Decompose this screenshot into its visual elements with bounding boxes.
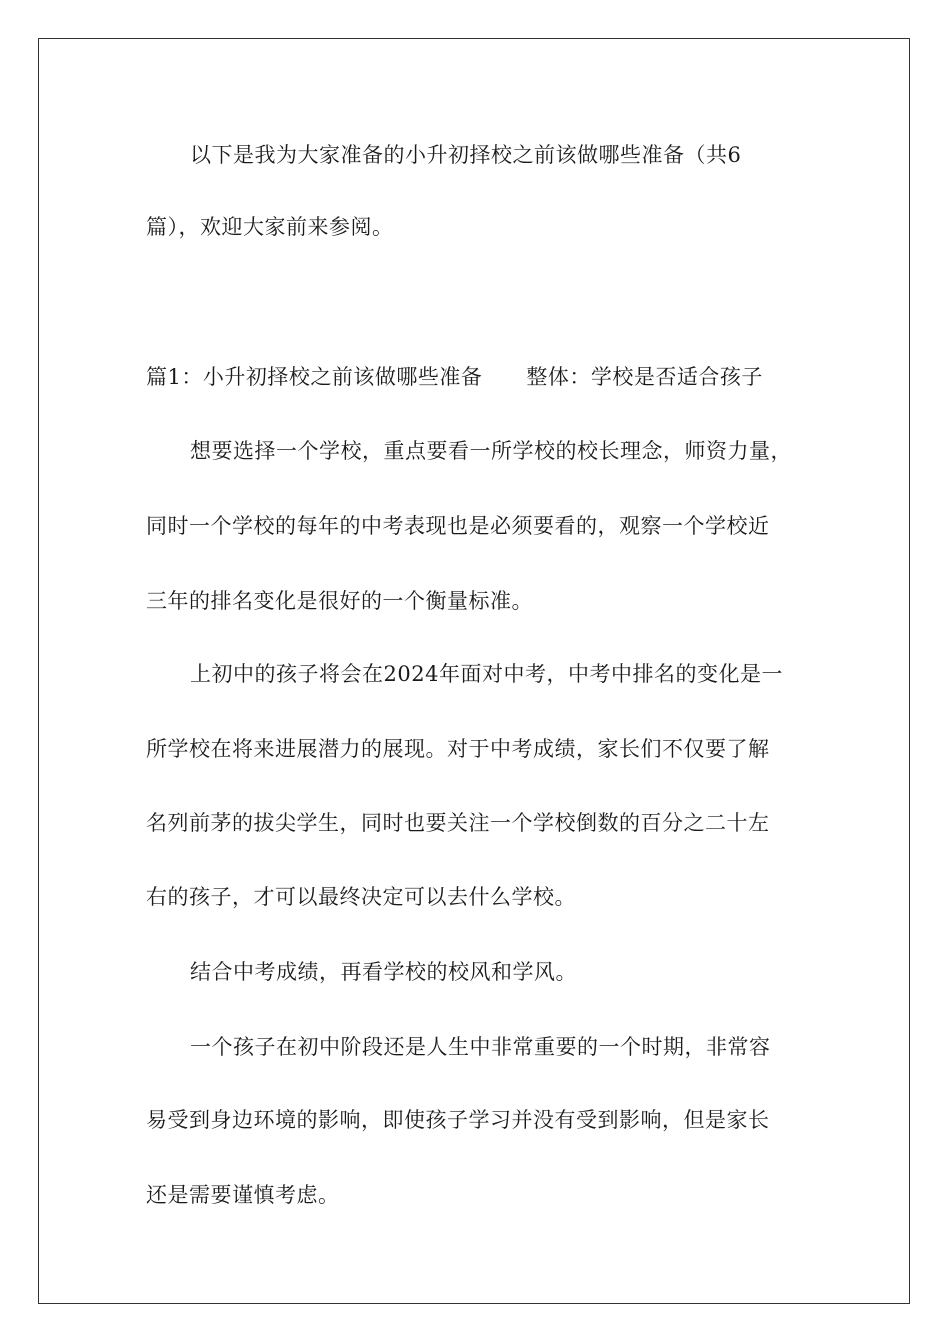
paragraph-4-line-2: 易受到身边环境的影响，即使孩子学习并没有受到影响，但是家长 xyxy=(146,1108,770,1132)
paragraph-2-line-2: 所学校在将来进展潜力的展现。对于中考成绩，家长们不仅要了解 xyxy=(146,737,770,761)
paragraph-2-line-1: 上初中的孩子将会在2024年面对中考，中考中排名的变化是一 xyxy=(190,662,783,686)
paragraph-4-line-3: 还是需要谨慎考虑。 xyxy=(146,1183,340,1207)
section-heading-subtitle: 整体：学校是否适合孩子 xyxy=(526,365,763,389)
paragraph-1-line-2: 同时一个学校的每年的中考表现也是必须要看的，观察一个学校近 xyxy=(146,514,770,538)
intro-line-1: 以下是我为大家准备的小升初择校之前该做哪些准备（共6 xyxy=(190,143,742,167)
intro-line-2: 篇），欢迎大家前来参阅。 xyxy=(146,215,394,239)
paragraph-4-line-1: 一个孩子在初中阶段还是人生中非常重要的一个时期，非常容 xyxy=(190,1035,771,1059)
paragraph-3-line-1: 结合中考成绩，再看学校的校风和学风。 xyxy=(190,960,577,984)
paragraph-1-line-1: 想要选择一个学校，重点要看一所学校的校长理念，师资力量， xyxy=(190,439,792,463)
paragraph-2-line-3: 名列前茅的拔尖学生，同时也要关注一个学校倒数的百分之二十左 xyxy=(146,811,770,835)
paragraph-2-line-4: 右的孩子，才可以最终决定可以去什么学校。 xyxy=(146,885,576,909)
section-heading xyxy=(146,364,763,390)
section-heading-label: 篇1：小升初择校之前该做哪些准备 xyxy=(146,365,483,389)
paragraph-1-line-3: 三年的排名变化是很好的一个衡量标准。 xyxy=(146,589,533,613)
